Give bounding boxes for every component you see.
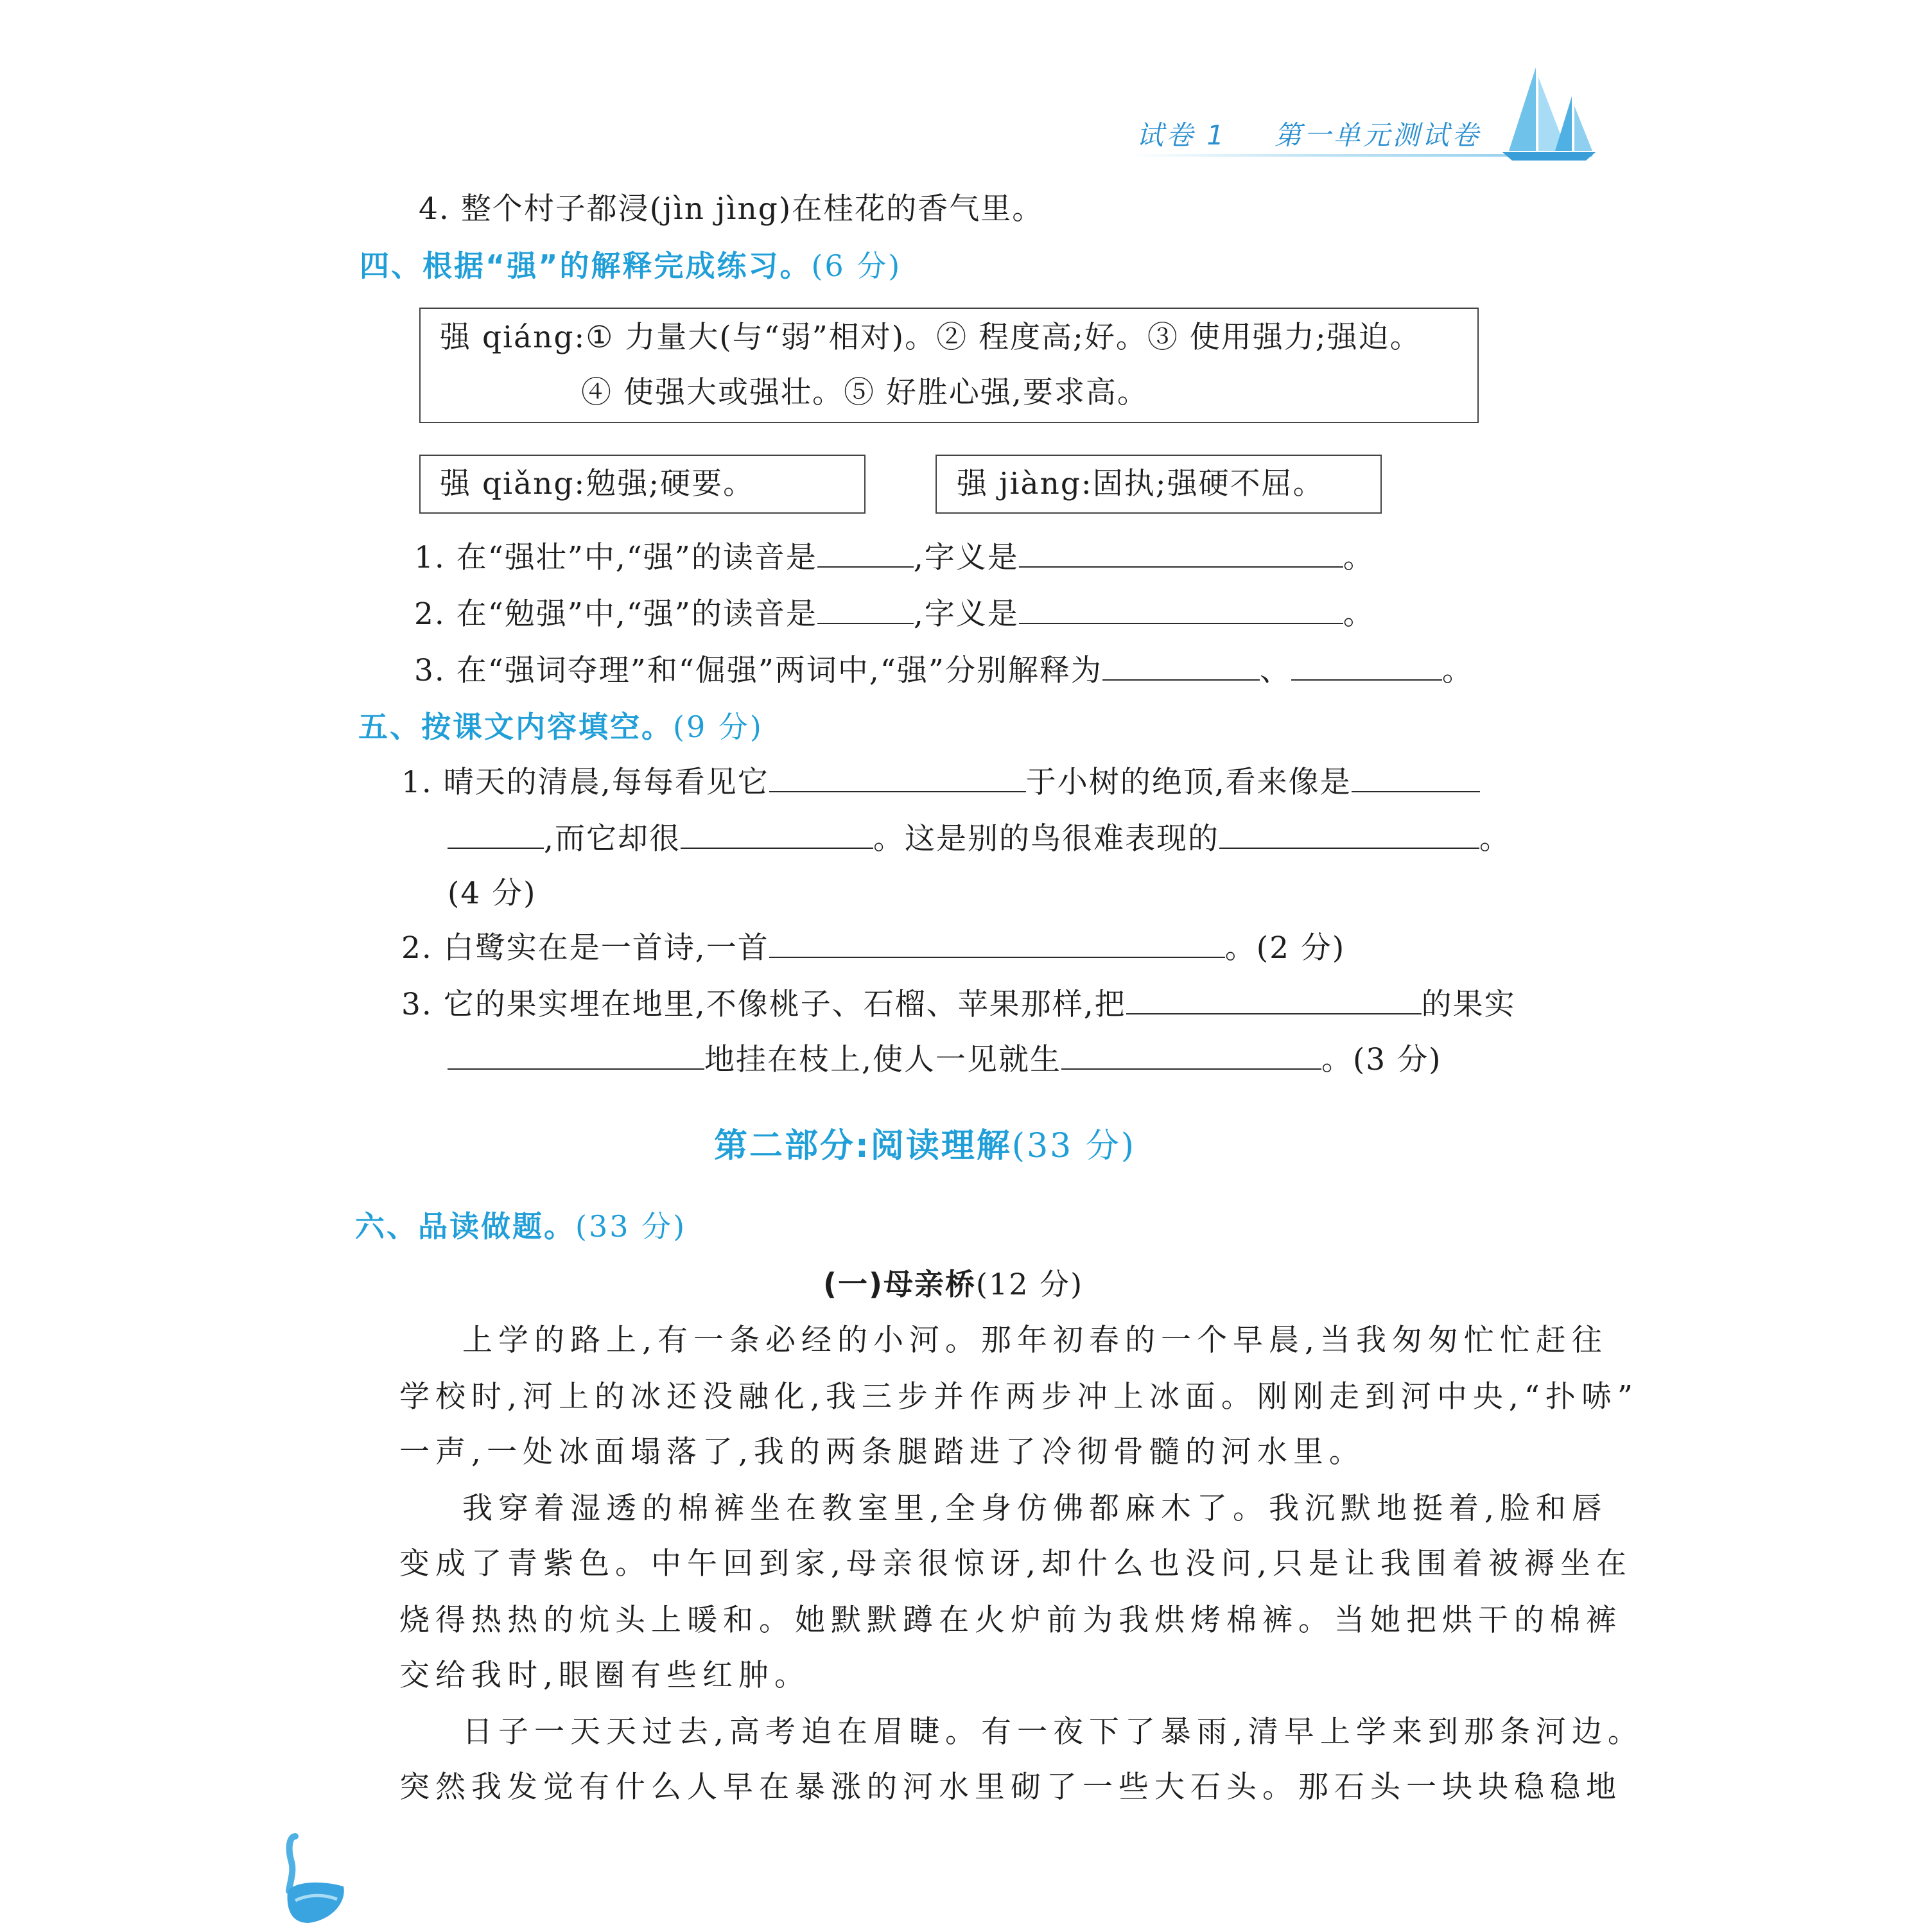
- section-6-points: (33 分): [575, 1209, 687, 1244]
- unit-title: 第一单元测试卷: [1274, 119, 1481, 151]
- question-text: ,字义是: [913, 596, 1019, 632]
- section-6-heading: [355, 1203, 686, 1246]
- question-text: 1. 在“强壮”中,“强”的读音是: [414, 540, 817, 575]
- passage-line: 日子一天天过去,高考迫在眉睫。有一夜下了暴雨,清早上学来到那条河边。: [462, 1714, 1644, 1750]
- question-3-item-4: 4. 整个村子都浸(jìn jìng)在桂花的香气里。: [419, 191, 1044, 227]
- section-5-title: 五、按课文内容填空。: [358, 709, 673, 744]
- question-text: ,而它却很: [544, 821, 681, 857]
- section-4-heading: [360, 243, 901, 285]
- question-text: 的果实: [1421, 987, 1516, 1022]
- question-text: 。(2 分): [1224, 930, 1346, 966]
- question-text: 3. 在“强词夺理”和“倔强”两词中,“强”分别解释为: [414, 653, 1102, 688]
- passage-line: 变成了青紫色。中午回到家,母亲很惊讶,却什么也没问,只是让我围着被褥坐在: [399, 1546, 1632, 1581]
- question-text: 于小树的绝顶,看来像是: [1025, 765, 1352, 800]
- question-text: 。这是别的鸟很难表现的: [873, 821, 1219, 857]
- question-text: 。: [1343, 540, 1375, 575]
- passage-line: 突然我发觉有什么人早在暴涨的河水里砌了一些大石头。那石头一块块稳稳地: [399, 1770, 1622, 1805]
- section-5-question-1-line-1: [401, 763, 1480, 802]
- answer-blank[interactable]: [1291, 651, 1442, 681]
- answer-blank[interactable]: [769, 763, 1026, 792]
- passage-line: 上学的路上,有一条必经的小河。那年初春的一个早晨,当我匆匆忙忙赶往: [462, 1323, 1608, 1358]
- section-4-question-1: [414, 538, 1375, 577]
- paper-label: 试卷 1: [1136, 119, 1227, 151]
- passage-line: 学校时,河上的冰还没融化,我三步并作两步冲上冰面。刚刚走到河中央,“扑哧”: [399, 1379, 1639, 1414]
- question-text: ,字义是: [913, 540, 1019, 575]
- question-text: 。: [1479, 821, 1511, 857]
- section-5-question-2: [401, 928, 1345, 968]
- definition-qiang2-line2: ④ 使强大或强壮。⑤ 好胜心强,要求高。: [581, 375, 1149, 410]
- answer-blank[interactable]: [1019, 595, 1343, 624]
- answer-blank[interactable]: [1126, 985, 1422, 1014]
- part-2-points: (33 分): [1011, 1127, 1136, 1165]
- part-2-heading: [714, 1118, 1136, 1167]
- answer-blank[interactable]: [817, 538, 914, 568]
- section-4-question-3: [414, 651, 1474, 690]
- answer-blank[interactable]: [1102, 651, 1260, 681]
- passage-points: (12 分): [976, 1267, 1084, 1301]
- answer-blank[interactable]: [681, 819, 873, 849]
- section-5-question-1-line-2: [448, 819, 1511, 858]
- answer-blank[interactable]: [448, 1040, 704, 1070]
- definition-qiang3: 强 qiǎng:勉强;硬要。: [440, 466, 755, 501]
- section-4-points: (6 分): [811, 248, 902, 283]
- answer-blank[interactable]: [1061, 1040, 1321, 1070]
- section-6-title: 六、品读做题。: [355, 1209, 575, 1244]
- section-4-question-2: [414, 595, 1375, 634]
- passage-title-text: (一)母亲桥: [823, 1267, 977, 1301]
- answer-blank[interactable]: [448, 819, 544, 849]
- question-text: 2. 白鹭实在是一首诗,一首: [401, 930, 769, 966]
- passage-line: 我穿着湿透的棉裤坐在教室里,全身仿佛都麻木了。我沉默地挺着,脸和唇: [462, 1491, 1608, 1526]
- passage-line: 烧得热热的炕头上暖和。她默默蹲在火炉前为我烘烤棉裤。当她把烘干的棉裤: [399, 1603, 1622, 1638]
- section-5-question-1-points: (4 分): [448, 876, 537, 911]
- section-5-points: (9 分): [673, 709, 763, 744]
- answer-blank[interactable]: [817, 595, 914, 624]
- section-5-question-3-line-2: [448, 1040, 1441, 1079]
- passage-title: [823, 1261, 1083, 1303]
- running-header: [1136, 114, 1481, 153]
- question-text: 3. 它的果实埋在地里,不像桃子、石榴、苹果那样,把: [401, 987, 1126, 1022]
- answer-blank[interactable]: [1019, 538, 1343, 568]
- answer-blank[interactable]: [769, 928, 1225, 958]
- question-text: 地挂在枝上,使人一见就生: [704, 1042, 1061, 1077]
- definition-jiang4: 强 jiàng:固执;强硬不屈。: [957, 466, 1325, 501]
- question-text: 。(3 分): [1321, 1042, 1442, 1077]
- question-text: 、: [1259, 653, 1291, 688]
- section-4-title: 四、根据“强”的解释完成练习。: [360, 248, 812, 283]
- passage-line: 交给我时,眼圈有些红肿。: [399, 1658, 810, 1693]
- swan-icon: [283, 1830, 353, 1926]
- sailboat-icon: [1496, 61, 1599, 164]
- part-2-title: 第二部分:阅读理解: [714, 1127, 1012, 1165]
- answer-blank[interactable]: [1219, 819, 1479, 849]
- question-text: 1. 晴天的清晨,每每看见它: [401, 765, 769, 800]
- passage-line: 一声,一处冰面塌落了,我的两条腿踏进了冷彻骨髓的河水里。: [399, 1434, 1365, 1470]
- question-text: 。: [1343, 596, 1375, 632]
- section-5-question-3-line-1: [401, 985, 1516, 1024]
- section-5-heading: [358, 704, 763, 746]
- question-text: 。: [1441, 653, 1474, 688]
- definition-qiang2-line1: 强 qiáng:① 力量大(与“弱”相对)。② 程度高;好。③ 使用强力;强迫。: [440, 320, 1422, 355]
- question-text: 2. 在“勉强”中,“强”的读音是: [414, 596, 817, 632]
- answer-blank[interactable]: [1352, 763, 1480, 792]
